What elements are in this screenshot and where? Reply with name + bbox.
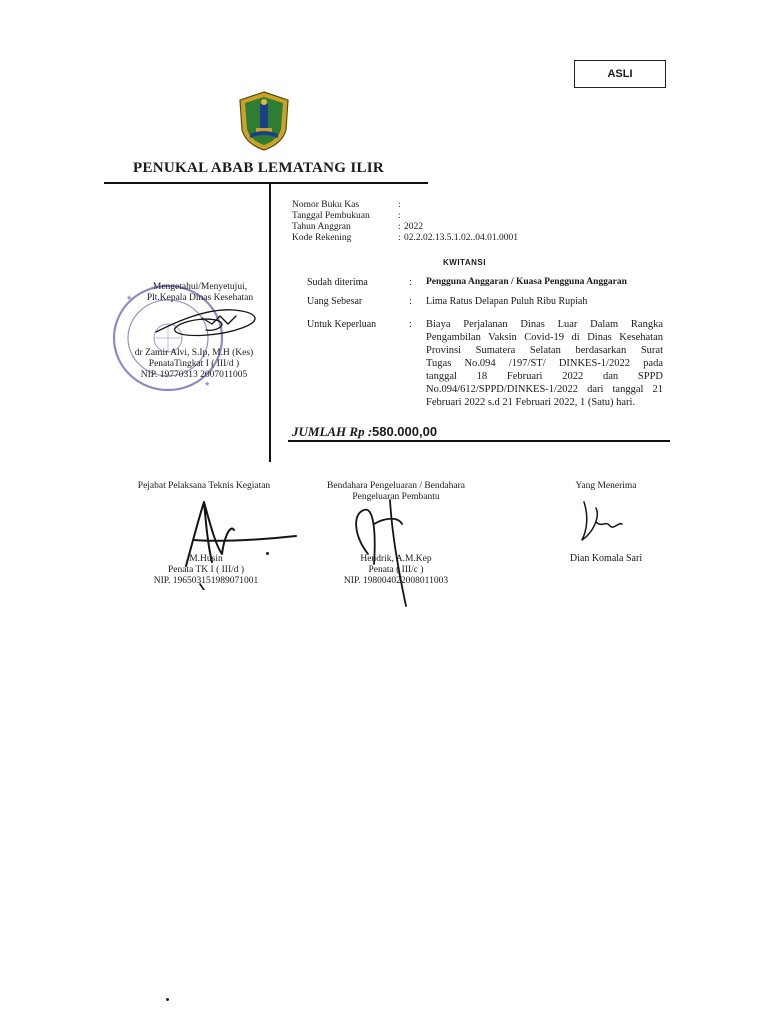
signatory-role-continued: Pengeluaran Pembantu: [352, 492, 440, 502]
document-title: KWITANSI: [443, 258, 486, 267]
signatory-rank: Penata TK I ( III/d ): [167, 565, 245, 575]
purpose-line: Pengambilan Vaksin Covid-19 di Dinas Kesehatan: [426, 332, 663, 343]
scan-dot: [266, 552, 269, 555]
meta-label-date: Tanggal Pembukuan: [292, 211, 370, 221]
signatory-name: Hendrik, A.M.Kep: [360, 554, 432, 564]
purpose-label: Untuk Keperluan: [307, 319, 377, 330]
regency-crest-icon: [236, 90, 292, 152]
approver-title-1: Mengetahui/Menyetujui,: [152, 282, 248, 292]
signatory-role: Bendahara Pengeluaran / Bendahara: [327, 481, 465, 491]
svg-text:★: ★: [204, 380, 211, 388]
meta-colon: :: [398, 222, 401, 232]
meta-label-account: Kode Rekening: [292, 233, 352, 243]
scan-dot: [166, 998, 169, 1001]
header-rule: [104, 182, 428, 184]
approver-signature-icon: [146, 302, 270, 346]
signature-icon: [574, 498, 624, 546]
signatory-name: Dian Komala Sari: [569, 553, 643, 564]
received-value: Pengguna Anggaran / Kuasa Pengguna Anggaran: [426, 277, 627, 287]
received-label: Sudah diterima: [307, 277, 368, 288]
purpose-line: Februari 2022 s.d 21 Februari 2022, 1 (Satu) hari.: [426, 397, 636, 408]
signatory-name: M.Husin: [189, 554, 223, 564]
colon: :: [409, 319, 412, 330]
signatory-nip: NIP. 196503151989071001: [153, 576, 259, 586]
meta-colon: :: [398, 200, 401, 210]
meta-value-account: 02.2.02.13.5.1.02..04.01.0001: [404, 233, 518, 243]
purpose-line: tanggal 18 Februari 2022 dan SPPD: [426, 371, 663, 382]
signatory-role: Yang Menerima: [575, 481, 637, 491]
approver-rank: PenataTingkat I ( III/d ): [148, 359, 240, 369]
signatory-nip: NIP. 198004022008011003: [343, 576, 449, 586]
purpose-line: Provinsi Sumatera Selatan berdasarkan Surat: [426, 345, 663, 356]
meta-colon: :: [398, 211, 401, 221]
purpose-line: No.094/612/SPPD/DINKES-1/2022 dari tanggal 21: [426, 384, 663, 395]
total-rule: [288, 440, 670, 442]
total-label: JUMLAH Rp :: [292, 424, 373, 439]
purpose-text: [426, 318, 663, 409]
meta-label-book: Nomor Buku Kas: [292, 200, 360, 210]
signatory-rank: Penata ( III/c ): [368, 565, 424, 575]
signatory-role: Pejabat Pelaksana Teknis Kegiatan: [137, 481, 271, 491]
approver-name: dr Zamir Alvi, S.Ip, M.H (Kes): [134, 348, 254, 358]
meta-colon: :: [398, 233, 401, 243]
meta-value-year: 2022: [404, 222, 423, 232]
total-amount: 580.000,00: [372, 424, 438, 439]
document-status-badge: ASLI: [574, 60, 666, 88]
svg-text:★: ★: [126, 294, 133, 302]
approver-title-2: Plt.Kepala Dinas Kesehatan: [146, 293, 254, 303]
agency-name: PENUKAL ABAB LEMATANG ILIR: [133, 160, 385, 176]
colon: :: [409, 277, 412, 288]
approver-nip: NIP. 19770313 2007011005: [140, 370, 248, 380]
purpose-line: Biaya Perjalanan Dinas Luar Dalam Rangka: [426, 319, 663, 330]
amount-in-words: Lima Ratus Delapan Puluh Ribu Rupiah: [426, 296, 588, 307]
purpose-line: Tugas No.094 /197/ST/ DINKES-1/2022 pada: [426, 358, 663, 369]
signature-icon: [346, 494, 426, 610]
colon: :: [409, 296, 412, 307]
meta-label-year: Tahun Anggran: [292, 222, 351, 232]
amount-label: Uang Sebesar: [307, 296, 363, 307]
